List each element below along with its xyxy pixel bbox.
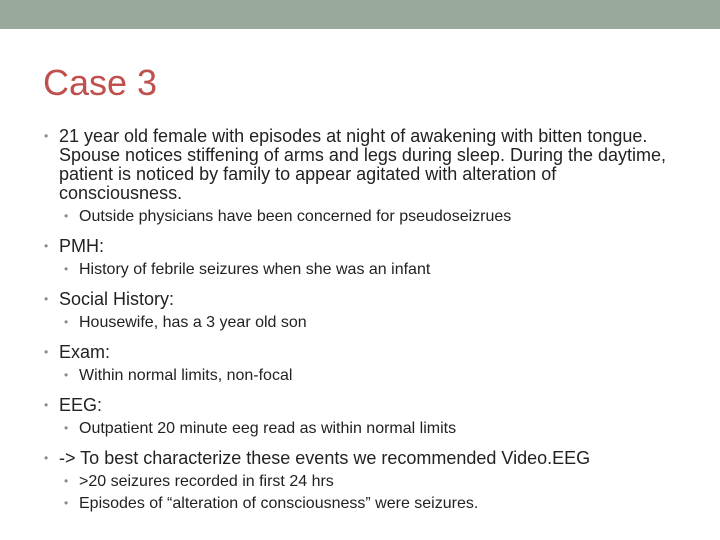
sub-bullet-text: History of febrile seizures when she was an infant	[79, 261, 431, 278]
bullet-dot-icon: •	[64, 368, 69, 382]
bullet-dot-icon: •	[64, 496, 69, 510]
bullet-text: Social History:	[59, 289, 175, 309]
bullet-dot-icon: •	[64, 209, 69, 223]
slide-title: Case 3	[43, 62, 158, 103]
bullet-item	[44, 127, 684, 203]
bullet-item	[44, 343, 684, 362]
bullet-dot-icon: •	[64, 262, 69, 276]
bullet-dot-icon: •	[44, 292, 49, 306]
sub-bullet-text: Housewife, has a 3 year old son	[79, 314, 307, 331]
sub-bullet-text: Episodes of “alteration of consciousness” were seizures.	[79, 495, 479, 512]
bullet-text: 21 year old female with episodes at night of awakening with bitten tongue. Spouse notices stiffening of arms and legs during sleep. During the daytime, patient is noticed by family to appear agitated with alteration of consciousness.	[59, 126, 667, 203]
sub-bullet-item	[44, 207, 684, 226]
bullet-dot-icon: •	[44, 451, 49, 465]
bullet-item	[44, 449, 684, 468]
sub-bullet-item	[44, 313, 684, 332]
bullet-item	[44, 237, 684, 256]
bullet-dot-icon: •	[64, 421, 69, 435]
bullet-item	[44, 290, 684, 309]
sub-bullet-item	[44, 419, 684, 438]
sub-bullet-text: Outside physicians have been concerned for pseudoseizrues	[79, 208, 512, 225]
bullet-text: EEG:	[59, 395, 103, 415]
sub-bullet-item	[44, 260, 684, 279]
sub-bullet-text: Outpatient 20 minute eeg read as within normal limits	[79, 420, 457, 437]
sub-bullet-text: Within normal limits, non-focal	[79, 367, 293, 384]
bullet-dot-icon: •	[64, 315, 69, 329]
bullet-dot-icon: •	[44, 398, 49, 412]
slide-body	[44, 127, 684, 513]
bullet-text: -> To best characterize these events we recommended Video.EEG	[59, 448, 591, 468]
sub-bullet-text: >20 seizures recorded in first 24 hrs	[79, 473, 334, 490]
sub-bullet-item	[44, 494, 684, 513]
bullet-dot-icon: •	[44, 129, 49, 143]
bullet-text: PMH:	[59, 236, 104, 256]
bullet-text: Exam:	[59, 342, 111, 362]
bullet-dot-icon: •	[44, 239, 49, 253]
sub-bullet-item	[44, 366, 684, 385]
sub-bullet-item	[44, 472, 684, 491]
bullet-dot-icon: •	[44, 345, 49, 359]
bullet-dot-icon: •	[64, 474, 69, 488]
top-accent-bar	[0, 0, 720, 29]
bullet-item	[44, 396, 684, 415]
